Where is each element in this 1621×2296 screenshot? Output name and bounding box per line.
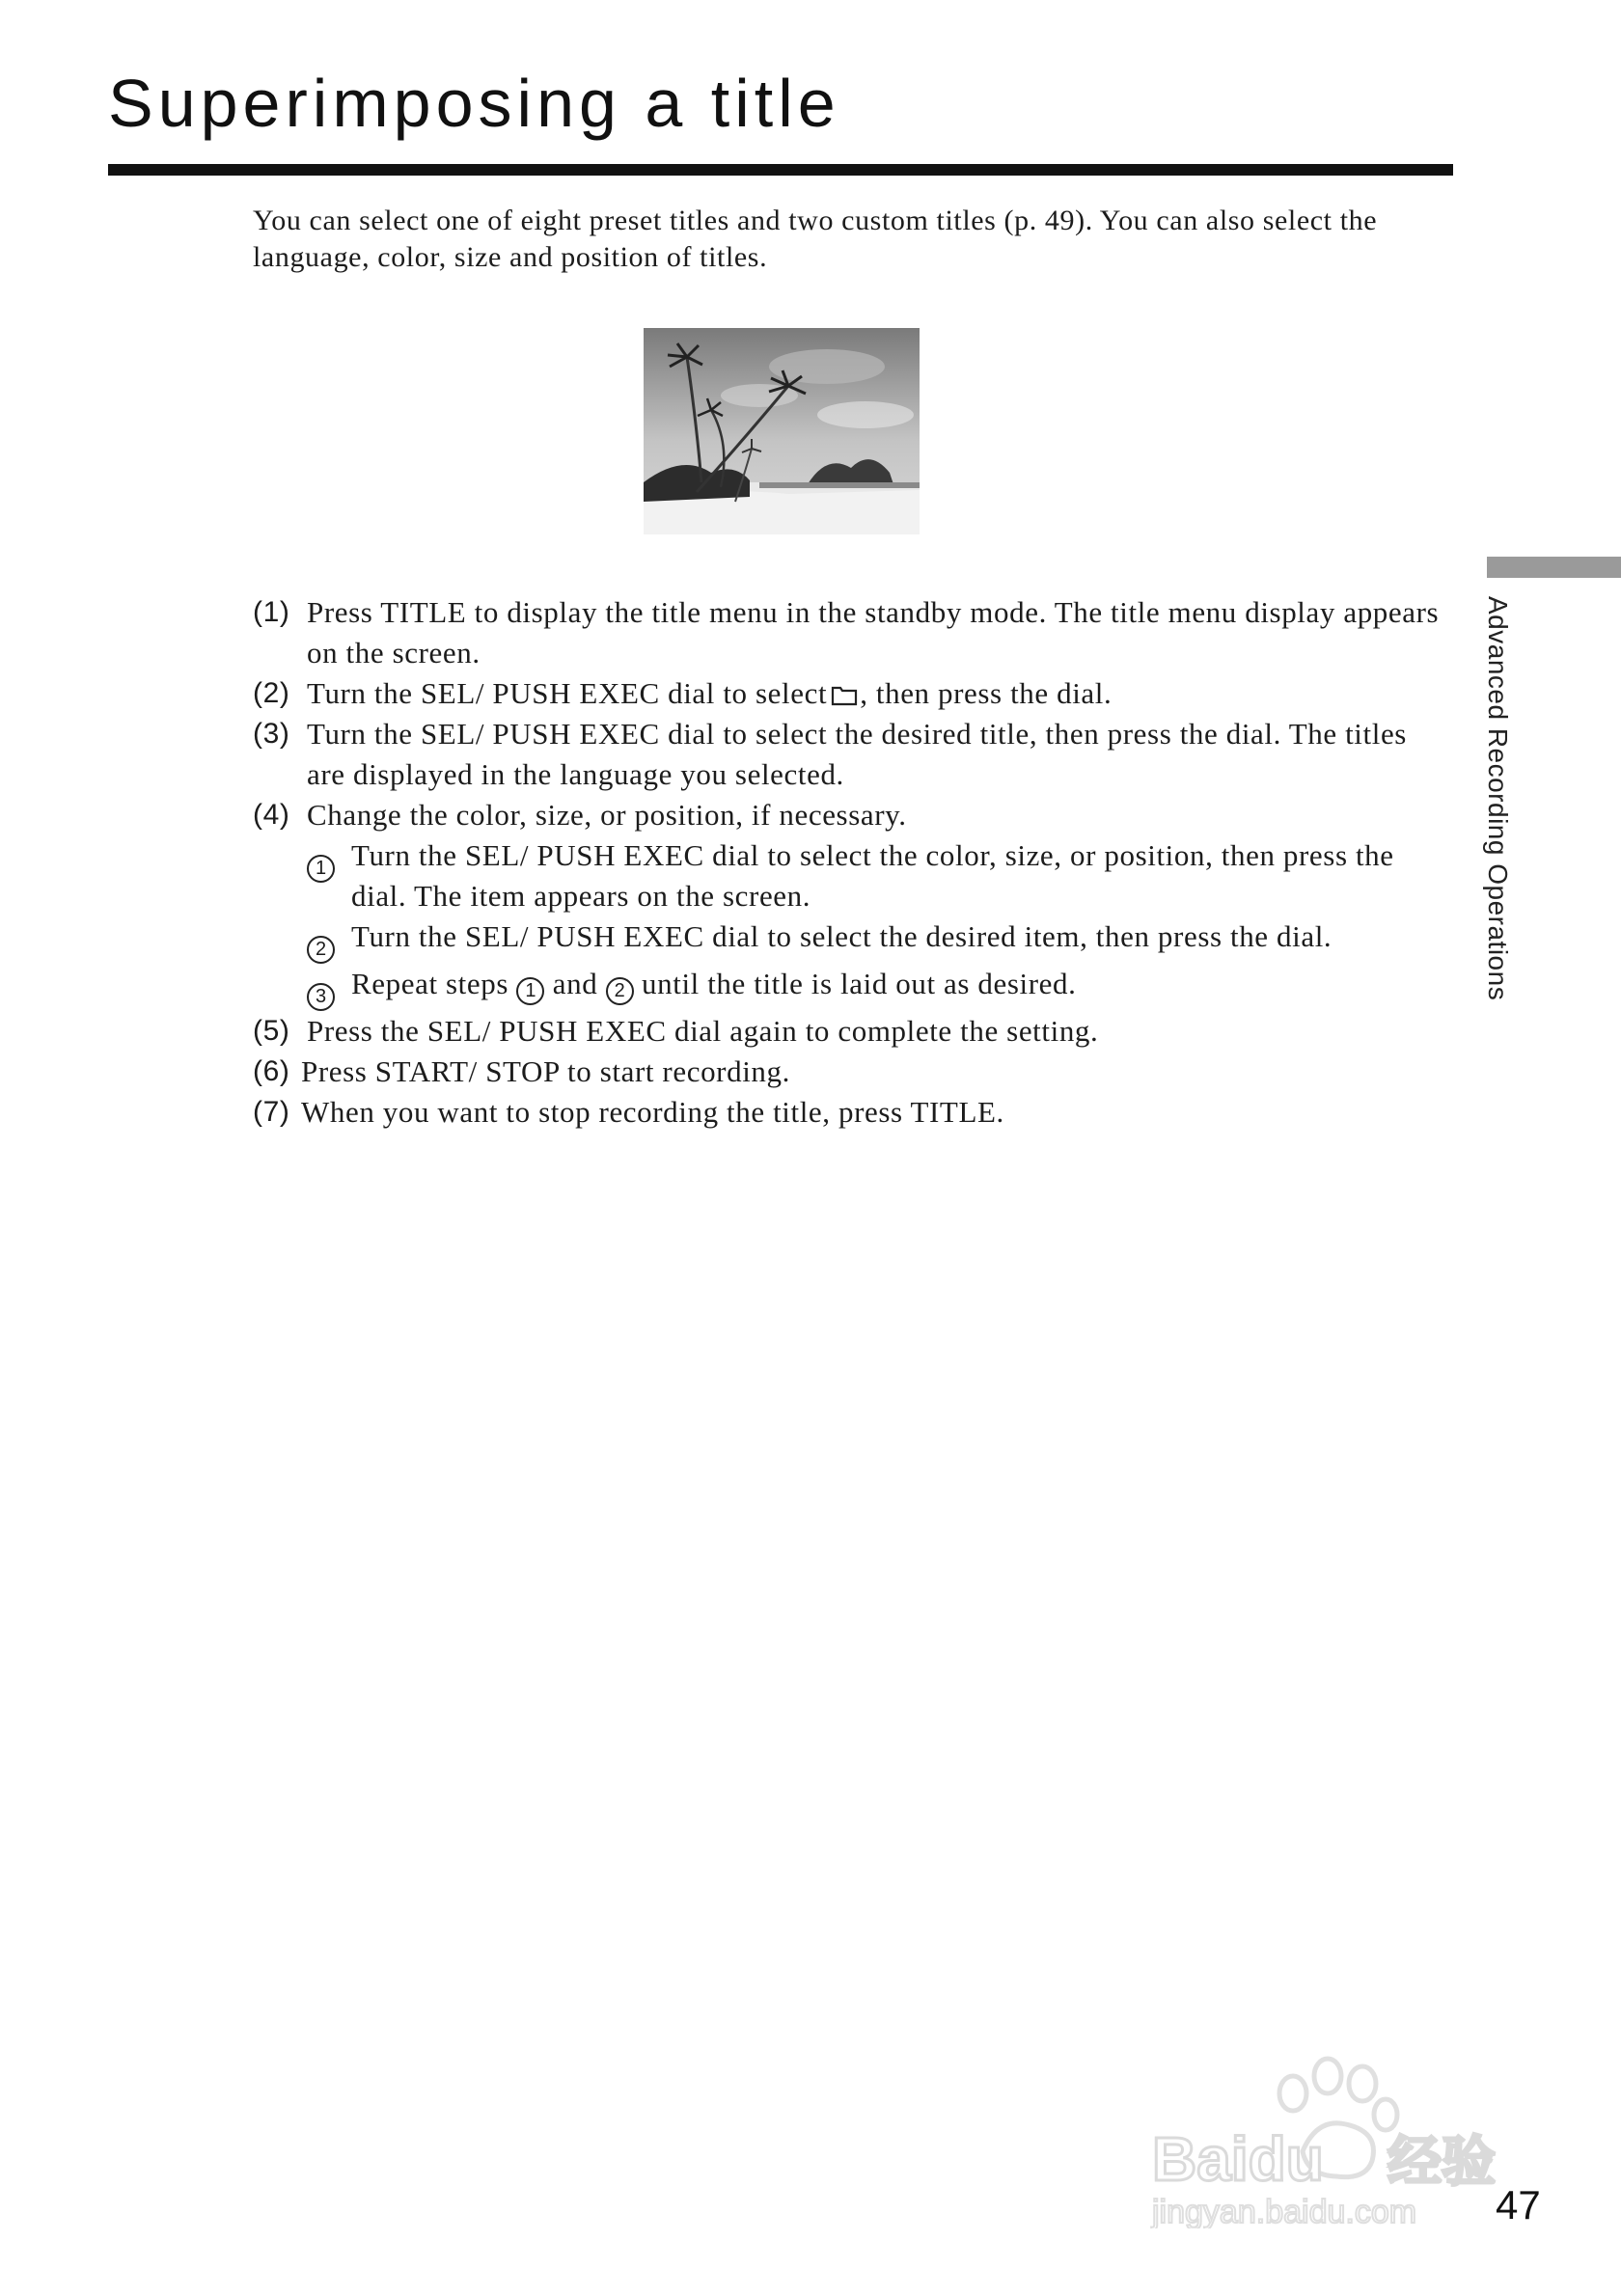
steps-list <box>253 592 1449 1133</box>
substep-mark <box>307 964 351 1011</box>
step-number: (7) <box>253 1096 290 1128</box>
substep-text-b: and <box>552 967 598 1000</box>
step-3 <box>253 714 1449 795</box>
substep-text: Turn the SEL/ PUSH EXEC dial to select the desired item, then press the dial. <box>351 919 1333 953</box>
step-text: Press the SEL/ PUSH EXEC dial again to complete the setting. <box>307 1014 1099 1048</box>
page-number: 47 <box>1496 2182 1541 2228</box>
circled-ref-1: 1 <box>516 977 544 1005</box>
circled-ref-2: 2 <box>606 977 634 1005</box>
step-number: (5) <box>253 1015 290 1047</box>
step-7 <box>253 1092 1449 1133</box>
substep-text: Turn the SEL/ PUSH EXEC dial to select the color, size, or position, then press the dial. The item appears on the screen. <box>351 838 1394 913</box>
section-tab-marker <box>1487 557 1621 578</box>
beach-palm-photo <box>644 328 920 534</box>
baidu-jingyan-watermark <box>1148 2036 1515 2228</box>
substep-mark <box>307 835 351 883</box>
step-text: Change the color, size, or position, if necessary. <box>307 798 907 832</box>
step-number: (4) <box>253 799 290 831</box>
substep-text-c: until the title is laid out as desired. <box>642 967 1077 1000</box>
step-text: Press TITLE to display the title menu in the standby mode. The title menu display appears on the screen. <box>307 595 1440 670</box>
watermark-brand: Baidu <box>1152 2124 1324 2194</box>
step-number: (3) <box>253 718 290 750</box>
watermark-url: jingyan.baidu.com <box>1152 2194 1417 2228</box>
step-6 <box>253 1052 1449 1092</box>
intro-paragraph: You can select one of eight preset titles and two custom titles (p. 49). You can also select the language, color, size and position of titles. <box>253 205 1378 273</box>
step-text: Press START/ STOP to start recording. <box>301 1054 790 1088</box>
circled-number-3: 3 <box>307 983 335 1011</box>
page-title: Superimposing a title <box>108 66 840 141</box>
step-text-after: , then press the dial. <box>860 676 1113 710</box>
substep-2 <box>307 916 1449 964</box>
step-number: (1) <box>253 596 290 628</box>
section-tab-label: Advanced Recording Operations <box>1483 596 1513 1001</box>
step-number: (2) <box>253 677 290 709</box>
step-1 <box>253 592 1449 673</box>
title-rule <box>108 164 1453 176</box>
step-text <box>307 673 1449 714</box>
substep-text <box>351 964 1449 1005</box>
step-5 <box>253 1011 1449 1052</box>
substep-3 <box>307 964 1449 1011</box>
substep-mark <box>307 916 351 964</box>
circled-number-1: 1 <box>307 855 335 883</box>
watermark-text <box>1152 2124 1496 2194</box>
substep-1 <box>307 835 1449 916</box>
step-text: Turn the SEL/ PUSH EXEC dial to select the desired title, then press the dial. The titles are displayed in the language you selected. <box>307 717 1407 791</box>
title-folder-icon <box>831 685 858 706</box>
step-4 <box>253 795 1449 835</box>
watermark-product: 经验 <box>1387 2131 1496 2192</box>
substep-text-a: Repeat steps <box>351 967 509 1000</box>
step-number: (6) <box>253 1055 290 1087</box>
step-text-before: Turn the SEL/ PUSH EXEC dial to select <box>307 676 828 710</box>
step-text: When you want to stop recording the title, press TITLE. <box>301 1095 1004 1129</box>
circled-number-2: 2 <box>307 936 335 964</box>
step-2 <box>253 673 1449 714</box>
